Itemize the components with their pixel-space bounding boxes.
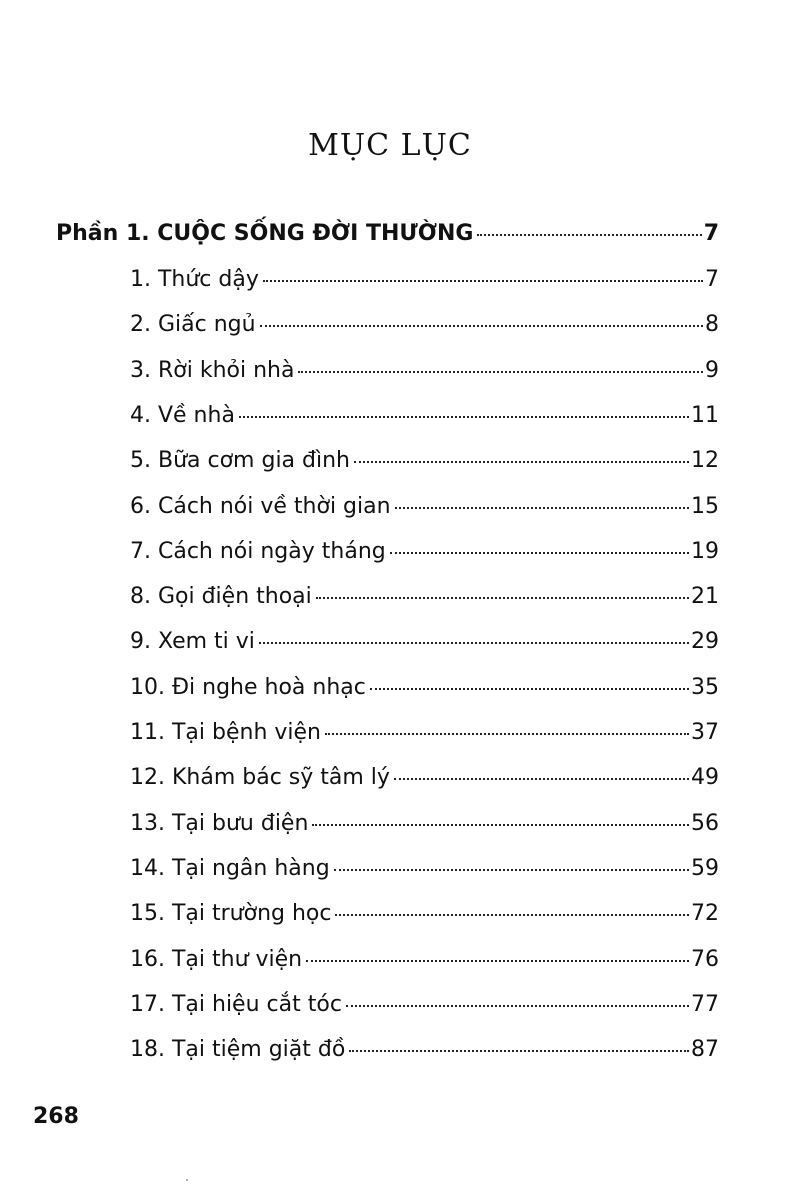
toc-item-label: 5. Bữa cơm gia đình [130,448,350,474]
toc-item-label: 13. Tại bưu điện [130,810,309,836]
dot-leader [390,552,689,554]
toc-item [130,1037,719,1077]
toc-item-page: 12 [691,448,719,474]
dot-leader [346,1005,689,1007]
toc-item [130,312,719,352]
toc-item-page: 37 [691,720,719,745]
toc-item-label: 6. Cách nói về thời gian [130,493,391,519]
toc-item-page: 59 [691,855,719,881]
toc-item [130,811,719,851]
dot-leader [394,778,689,780]
dot-leader [316,597,689,599]
toc-item [130,947,719,987]
toc-item-page: 76 [691,946,719,972]
toc-item [130,358,719,398]
toc-item [130,765,719,805]
toc-item-label: 8. Gọi điện thoại [130,584,312,610]
toc-item-label: 9. Xem ti vi [130,629,255,655]
dot-leader [349,1050,689,1052]
toc-item-page: 19 [691,538,719,564]
toc-item [130,448,719,488]
toc-item [130,720,719,760]
toc-item-page: 87 [691,1037,719,1063]
toc-item-page: 9 [705,357,719,383]
page-number: 268 [33,1104,79,1129]
toc-item-page: 29 [691,629,719,655]
dot-leader [259,642,689,644]
toc-item-label: 16. Tại thư viện [130,946,303,972]
toc-item-page: 21 [691,584,719,610]
paper-speck [186,1179,188,1181]
dot-leader [239,416,689,418]
toc-item [130,992,719,1032]
toc-item-label: 3. Rời khỏi nhà [130,357,295,383]
toc-item-label: 10. Đi nghe hoà nhạc [130,674,366,700]
toc-item [130,856,719,896]
dot-leader [312,824,689,826]
toc-item-page: 77 [691,991,719,1017]
toc-item-page: 11 [691,402,719,428]
dot-leader [354,461,689,463]
dot-leader [395,507,689,509]
toc-part-page: 7 [703,221,719,246]
toc-part-heading [56,221,719,261]
toc-item-page: 7 [705,267,719,292]
toc-item-label: 2. Giấc ngủ [130,312,256,338]
toc-item-label: 11. Tại bệnh viện [130,720,321,745]
toc-item [130,629,719,669]
page-title: MỤC LỤC [308,128,472,163]
dot-leader [370,688,689,690]
toc-item-page: 15 [691,493,719,519]
toc-item-page: 49 [691,765,719,791]
toc-item-label: 18. Tại tiệm giặt đồ [130,1037,346,1063]
dot-leader [477,234,701,236]
toc-item [130,539,719,579]
dot-leader [263,280,703,282]
toc-item-page: 56 [691,810,719,836]
toc-item-label: 17. Tại hiệu cắt tóc [130,991,342,1017]
toc-item-label: 1. Thức dậy [130,267,259,292]
toc-item [130,403,719,443]
toc-part-label: Phần 1. CUỘC SỐNG ĐỜI THƯỜNG [56,221,474,246]
toc-item-label: 7. Cách nói ngày tháng [130,538,386,564]
dot-leader [298,371,703,373]
toc-item-page: 8 [705,312,719,338]
toc-item-label: 14. Tại ngân hàng [130,855,330,881]
toc-item [130,267,719,307]
toc-item-page: 35 [691,674,719,700]
toc-item [130,584,719,624]
dot-leader [306,960,689,962]
dot-leader [335,914,689,916]
toc-item-label: 4. Về nhà [130,402,235,428]
toc-item-label: 15. Tại trường học [130,901,332,927]
toc-item-label: 12. Khám bác sỹ tâm lý [130,765,390,791]
toc-item [130,494,719,534]
toc-item [130,675,719,715]
dot-leader [260,325,703,327]
dot-leader [325,733,689,735]
toc-item [130,901,719,941]
toc-item-page: 72 [691,901,719,927]
dot-leader [334,869,689,871]
